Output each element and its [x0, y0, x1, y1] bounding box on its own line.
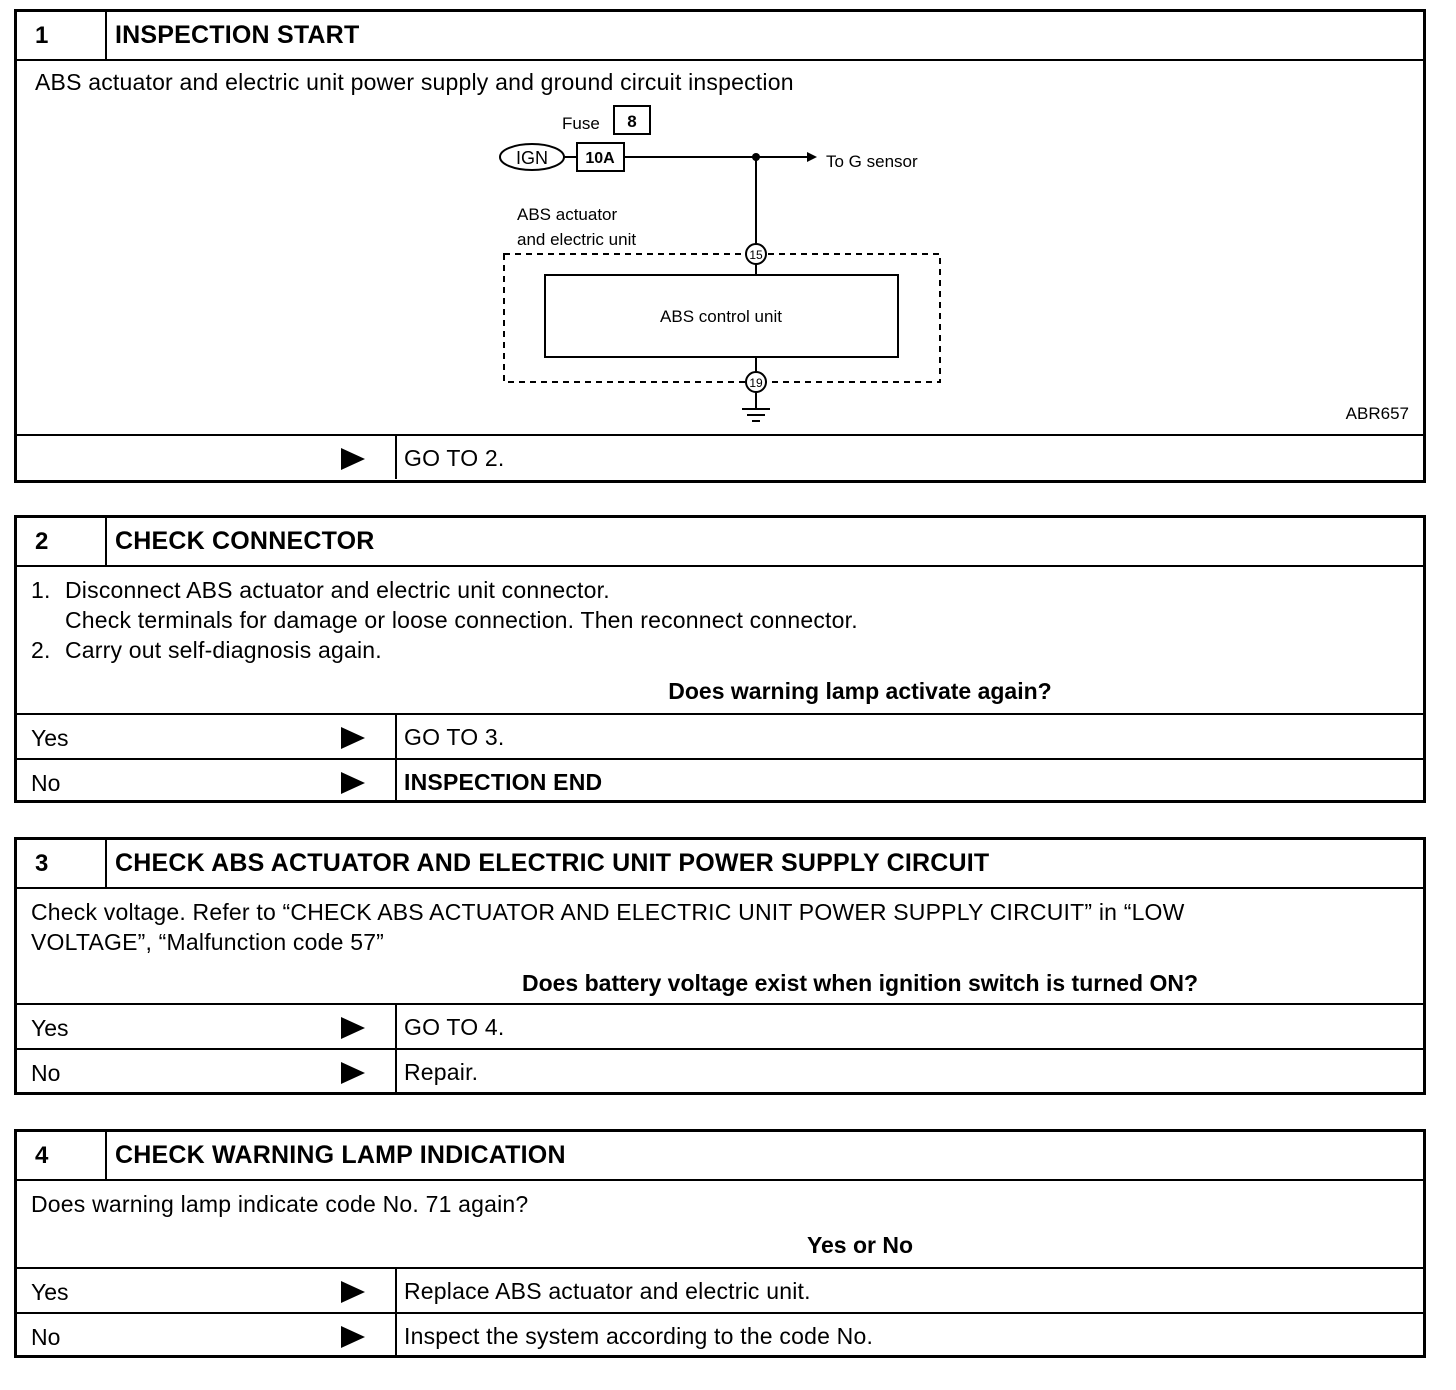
- result-label: [17, 436, 397, 479]
- step-header: [17, 1132, 1423, 1181]
- arrow-right-icon: [341, 448, 365, 470]
- result-label: Yes: [31, 725, 69, 751]
- step-instructions: [17, 567, 1423, 665]
- pin-15-label: 15: [749, 248, 763, 262]
- step-1-block: [14, 9, 1426, 483]
- result-action: Inspect the system according to the code No.: [404, 1323, 874, 1349]
- result-row-yes: [17, 1003, 1423, 1048]
- result-action: GO TO 3.: [404, 724, 505, 750]
- wiring-diagram: [17, 12, 1423, 432]
- arrow-right-icon: [341, 1281, 365, 1303]
- arrow-right-icon: [341, 1326, 365, 1348]
- step-header: [17, 840, 1423, 889]
- result-label: Yes: [31, 1279, 69, 1305]
- arrow-right-icon: [341, 727, 365, 749]
- diagram-reference-code: ABR657: [1345, 404, 1409, 423]
- step-question: Does battery voltage exist when ignition switch is turned ON?: [521, 970, 1199, 996]
- result-action: Repair.: [404, 1059, 479, 1085]
- step-description: Check voltage. Refer to “CHECK ABS ACTUATOR AND ELECTRIC UNIT POWER SUPPLY CIRCUIT” in “LOW VOLTAGE”, “Malfunction code 57”: [31, 899, 1185, 955]
- ground-symbol: [742, 409, 770, 421]
- fuse-number: 8: [627, 112, 637, 131]
- result-action: GO TO 2.: [404, 445, 505, 471]
- step-number: 3: [17, 840, 107, 887]
- result-label: No: [31, 770, 61, 796]
- step-2-block: [14, 515, 1426, 803]
- step-question: Does warning lamp activate again?: [668, 678, 1052, 704]
- ign-label: IGN: [515, 148, 549, 168]
- step-number: 1: [17, 12, 107, 59]
- abs-control-unit-label: ABS control unit: [660, 307, 782, 326]
- arrow-right-icon: [341, 1017, 365, 1039]
- step-description: Does warning lamp indicate code No. 71 again?: [31, 1191, 529, 1217]
- result-row: [17, 434, 1423, 479]
- result-label: No: [31, 1060, 61, 1086]
- step-number: 4: [17, 1132, 107, 1179]
- result-row-yes: [17, 713, 1423, 758]
- step-title: CHECK ABS ACTUATOR AND ELECTRIC UNIT POWER SUPPLY CIRCUIT: [115, 849, 990, 877]
- result-row-no: [17, 1048, 1423, 1093]
- fuse-rating: 10A: [585, 150, 615, 167]
- step-3-block: [14, 837, 1426, 1095]
- step-title: CHECK WARNING LAMP INDICATION: [115, 1141, 566, 1169]
- arrow-right-icon: [341, 1062, 365, 1084]
- result-action: Replace ABS actuator and electric unit.: [404, 1278, 811, 1304]
- fuse-label: Fuse: [562, 114, 600, 133]
- step-header: [17, 518, 1423, 567]
- step-description: ABS actuator and electric unit power supply and ground circuit inspection: [35, 69, 794, 95]
- result-label: No: [31, 1324, 61, 1350]
- to-sensor-label: To G sensor: [826, 152, 918, 171]
- result-label: Yes: [31, 1015, 69, 1041]
- list-item: 2. Carry out self-diagnosis again.: [31, 637, 382, 663]
- step-4-block: [14, 1129, 1426, 1358]
- result-action: INSPECTION END: [404, 769, 603, 795]
- step-title: CHECK CONNECTOR: [115, 527, 375, 555]
- arrow-to-sensor: [807, 152, 817, 162]
- step-title: INSPECTION START: [115, 21, 360, 49]
- step-number: 2: [17, 518, 107, 565]
- result-row-no: [17, 758, 1423, 803]
- unit-label-line1: ABS actuator: [517, 205, 618, 224]
- result-action: GO TO 4.: [404, 1014, 505, 1040]
- step-question: Yes or No: [806, 1232, 914, 1258]
- result-row-yes: [17, 1267, 1423, 1312]
- result-row-no: [17, 1312, 1423, 1357]
- pin-19-label: 19: [749, 376, 763, 390]
- list-item: 1. Disconnect ABS actuator and electric unit connector. Check terminals for damage or loose connection. Then reconnect connector.: [31, 577, 858, 633]
- arrow-right-icon: [341, 772, 365, 794]
- unit-label-line2: and electric unit: [517, 230, 637, 249]
